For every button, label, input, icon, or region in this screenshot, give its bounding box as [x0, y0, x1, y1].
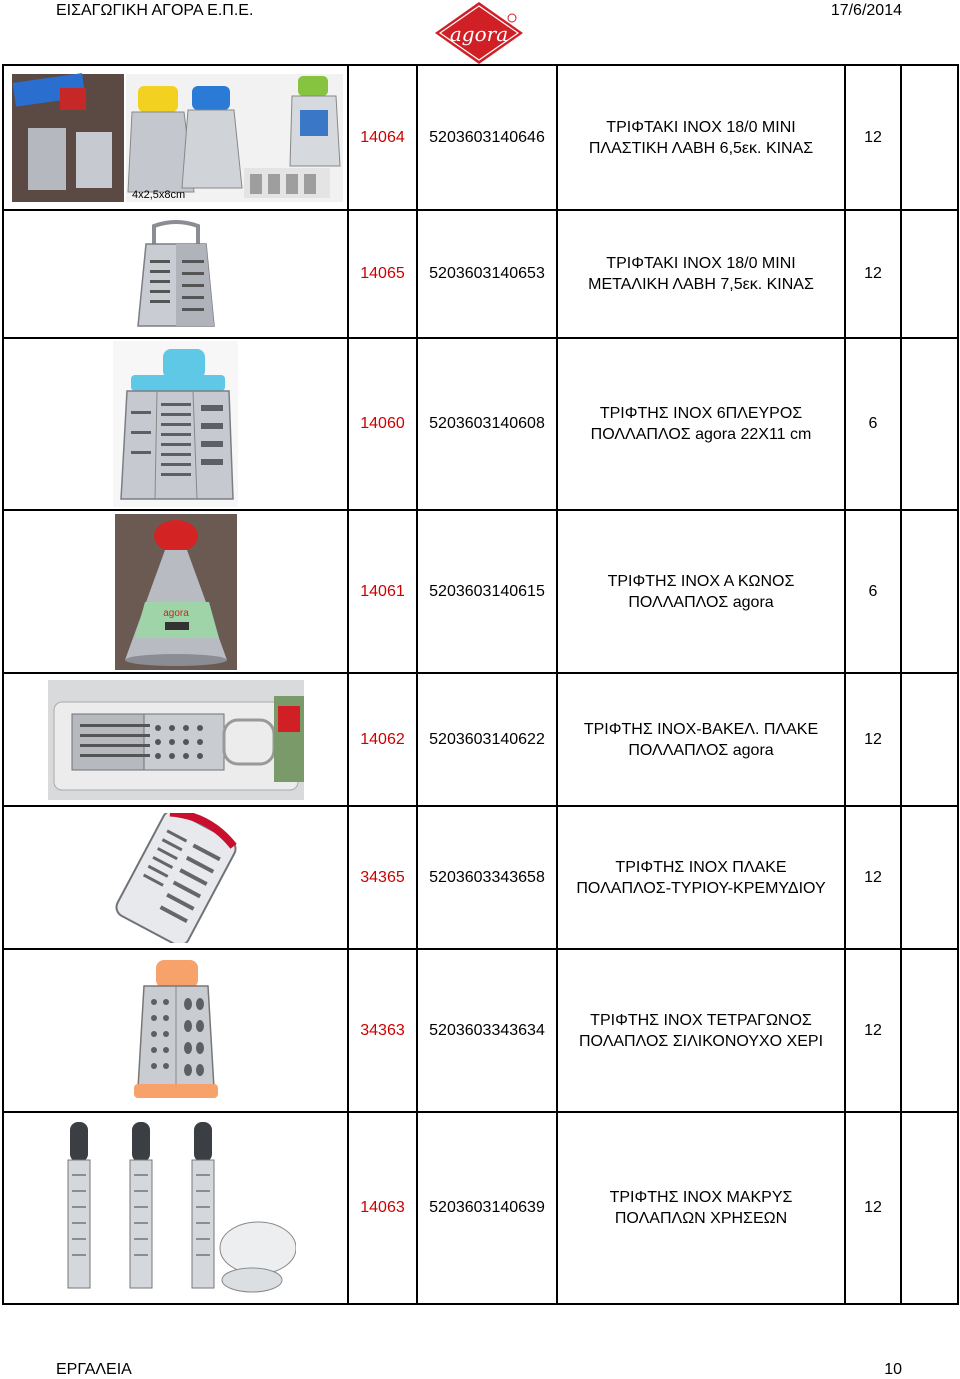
product-row	[3, 338, 958, 510]
description-line-2: ΠΟΛΛΑΠΛΟΣ agora 22X11 cm	[590, 426, 812, 443]
six-sided-grater-image	[113, 341, 238, 507]
product-code: 14063	[348, 1112, 417, 1304]
product-barcode: 5203603140615	[417, 510, 557, 673]
product-table	[2, 64, 959, 1305]
description-line-1: ΤΡΙΦΤΑΚΙ ΙΝΟΧ 18/0 ΜΙΝΙ	[606, 118, 796, 136]
product-barcode: 5203603343634	[417, 949, 557, 1112]
mini-grater-metal-handle-image	[116, 214, 236, 334]
product-description	[557, 673, 845, 806]
product-quantity: 12	[845, 673, 901, 806]
product-row	[3, 65, 958, 210]
description-line-1: ΤΡΙΦΤΑΚΙ ΙΝΟΧ 18/0 ΜΙΝΙ	[606, 255, 796, 272]
product-row	[3, 210, 958, 338]
product-barcode: 5203603343658	[417, 806, 557, 949]
footer-category: ΕΡΓΑΛΕΙΑ	[56, 1361, 132, 1378]
empty-cell	[901, 510, 958, 673]
product-barcode: 5203603140646	[417, 65, 557, 210]
product-image-cell	[3, 210, 348, 338]
description-line-1: ΤΡΙΦΤΗΣ ΙΝΟΧ ΠΛΑΚΕ	[615, 858, 787, 876]
product-description	[557, 338, 845, 510]
product-description	[557, 210, 845, 338]
description-line-1: ΤΡΙΦΤΗΣ ΙΝΟΧ-ΒΑΚΕΛ. ΠΛΑΚΕ	[583, 720, 819, 738]
flat-grater-package-image	[48, 680, 304, 800]
product-image-cell	[3, 673, 348, 806]
product-quantity: 12	[845, 210, 901, 338]
square-grater-silicone-handle-image	[126, 956, 226, 1106]
product-image-cell	[3, 510, 348, 673]
product-code: 14060	[348, 338, 417, 510]
description-line-2: ΠΟΛΑΠΛΩΝ ΧΡΗΣΕΩΝ	[614, 1210, 788, 1227]
product-barcode: 5203603140608	[417, 338, 557, 510]
product-quantity: 12	[845, 949, 901, 1112]
product-code: 14065	[348, 210, 417, 338]
product-quantity: 6	[845, 510, 901, 673]
product-image-cell	[3, 1112, 348, 1304]
empty-cell	[901, 673, 958, 806]
product-row	[3, 949, 958, 1112]
empty-cell	[901, 949, 958, 1112]
product-description	[557, 510, 845, 673]
empty-cell	[901, 210, 958, 338]
product-barcode: 5203603140653	[417, 210, 557, 338]
product-code: 34363	[348, 949, 417, 1112]
description-line-1: ΤΡΙΦΤΗΣ ΙΝΟΧ Α ΚΩΝΟΣ	[607, 572, 795, 590]
cone-grater-image	[115, 514, 237, 670]
agora-logo	[433, 0, 525, 66]
long-graters-image	[56, 1120, 296, 1296]
product-image-cell	[3, 338, 348, 510]
product-row	[3, 510, 958, 673]
image-dimension-label: 4x2,5x8cm	[132, 188, 186, 201]
product-image-cell	[3, 949, 348, 1112]
product-row	[3, 673, 958, 806]
description-line-2: ΠΟΛΛΑΠΛΟΣ agora	[628, 741, 774, 759]
product-quantity: 12	[845, 65, 901, 210]
product-barcode: 5203603140622	[417, 673, 557, 806]
description-line-1: ΤΡΙΦΤΗΣ ΙΝΟΧ ΜΑΚΡΥΣ	[609, 1189, 793, 1206]
product-description	[557, 65, 845, 210]
description-line-2: ΜΕΤΑΛΙΚΗ ΛΑΒΗ 7,5εκ. ΚΙΝΑΣ	[588, 276, 814, 293]
product-row	[3, 1112, 958, 1304]
mini-graters-plastic-handle-image	[8, 70, 343, 206]
product-quantity: 6	[845, 338, 901, 510]
logo-text: agora	[449, 22, 509, 46]
product-image-cell	[3, 65, 348, 210]
empty-cell	[901, 338, 958, 510]
description-line-2: ΠΟΛΑΠΛΟΣ ΣΙΛΙΚΟΝΟΥΧΟ ΧΕΡΙ	[578, 1032, 824, 1050]
header-date: 17/6/2014	[830, 2, 902, 19]
red-handle-flat-grater-image	[106, 813, 246, 943]
product-row	[3, 806, 958, 949]
page-number: 10	[884, 1361, 902, 1378]
product-code: 14061	[348, 510, 417, 673]
product-code: 14064	[348, 65, 417, 210]
empty-cell	[901, 65, 958, 210]
product-barcode: 5203603140639	[417, 1112, 557, 1304]
product-image-cell	[3, 806, 348, 949]
empty-cell	[901, 1112, 958, 1304]
product-description	[557, 806, 845, 949]
description-line-2: ΠΟΛΛΑΠΛΟΣ agora	[628, 593, 774, 611]
product-description	[557, 1112, 845, 1304]
description-line-1: ΤΡΙΦΤΗΣ ΙΝΟΧ 6ΠΛΕΥΡΟΣ	[599, 405, 803, 422]
empty-cell	[901, 806, 958, 949]
description-line-2: ΠΛΑΣΤΙΚΗ ΛΑΒΗ 6,5εκ. ΚΙΝΑΣ	[588, 139, 814, 157]
company-name: ΕΙΣΑΓΩΓΙΚΗ ΑΓΟΡΑ Ε.Π.Ε.	[56, 2, 254, 19]
product-quantity: 12	[845, 806, 901, 949]
description-line-1: ΤΡΙΦΤΗΣ ΙΝΟΧ ΤΕΤΡΑΓΩΝΟΣ	[590, 1011, 812, 1029]
product-description	[557, 949, 845, 1112]
cone-label-text: agora	[162, 607, 189, 619]
product-code: 34365	[348, 806, 417, 949]
product-quantity: 12	[845, 1112, 901, 1304]
description-line-2: ΠΟΛΑΠΛΟΣ-ΤΥΡΙΟΥ-ΚΡΕΜΥΔΙΟΥ	[576, 879, 826, 897]
product-code: 14062	[348, 673, 417, 806]
